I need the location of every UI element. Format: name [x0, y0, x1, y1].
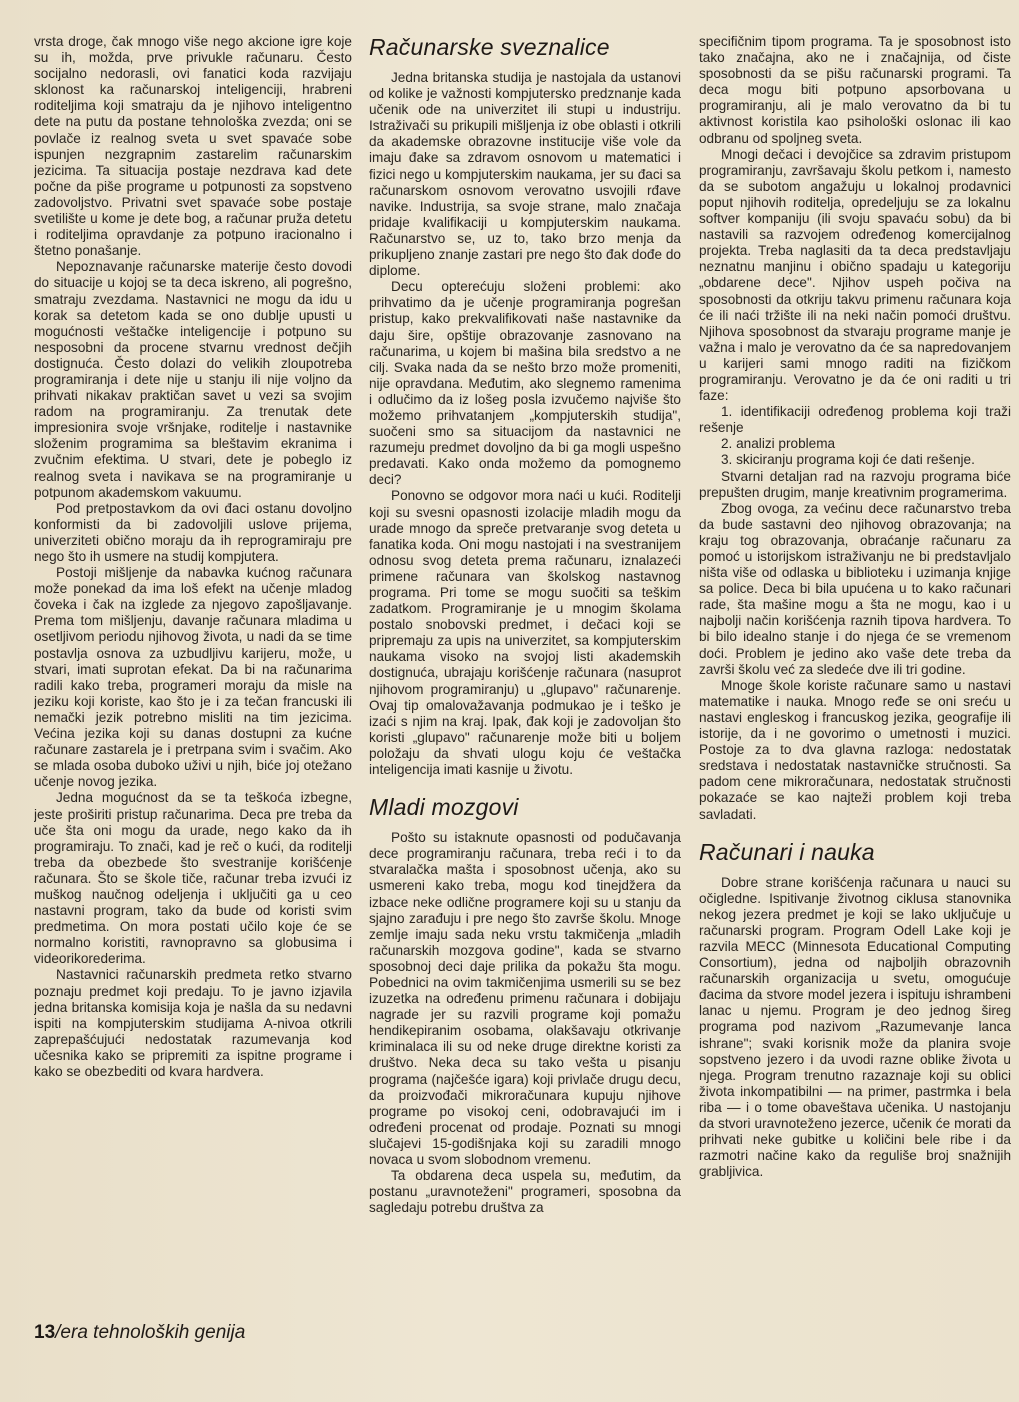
paragraph: Jedna mogućnost da se ta teškoća izbegne, jeste proširiti pristup računarima. Deca pre treba da uče šta oni mogu da urade, nego kako da ih programiraju. To znači, kad je reč o kući, da roditelji treba da obezbede što svestranije korišćenje računara. Što se škole tiče, računar treba izvući iz muškog naučnog odeljenja i uključiti ga u ceo nastavni program, tako da bude od koristi svim predmetima. On mora postati učilo koje će se normalno koristiti, ravnopravno sa globusima i videorikorederima. — [34, 790, 352, 967]
paragraph: Mnogi dečaci i devojčice sa zdravim pristupom programiranju, završavaju školu petkom i, namesto da se subotom angažuju u lokalnoj prodavnici poput njihovih roditelja, opredeljuju se za lokalnu softver kompaniju (ili svoju spavaću sobu) da bi nastavili sa razvojem određenog komercijalnog projekta. Treba naglasiti da ta deca predstavljaju neznatnu manjinu i obično spadaju u kategoriju „obdarene dece". Njihov uspeh počiva na sposobnosti da otkriju takvu primenu računara koja će ili naći tržište ili na neki način pomoći društvu. Njihova sposobnost da stvaraju programe manje je važna i malo je verovatno da će sa napredovanjem u karijeri sami mnogo raditi na fizičkom programiranju. Verovatno je da će oni raditi u tri faze: — [699, 146, 1011, 404]
paragraph: Pošto su istaknute opasnosti od podučavanja dece programiranju računara, treba reći i to da stvaralačka mašta i sposobnost učenja, ako su usmereni kako treba, mogu kod tinejdžera da izbace neke odlične programere koji su u stanju da sjajno zarađuju i pre nego što završe školu. Mnoge zemlje imaju sada neku vrstu takmičenja „mladih računarskih mozgova godine", kada se stvarno sposobnoj deci daje prilika da pokažu šta mogu. Pobednici na ovim takmičenjima usmerili su se bez izuzetka na određenu primenu računara i dobijaju nagrade jer su razvili programe koji pomažu hendikepiranim osobama, olakšavaju otkrivanje kriminalaca ili su od neke druge direktne koristi za društvo. Neka deca su tako vešta u pisanju programa (najčešće igara) koji privlače drugu decu, da proizvođači mikroračunara kupuju njihove programe po visokoj ceni, odobravajući im i određeni procenat od prodaje. Poznati su mnogi slučajevi 15-godišnjaka koji su zaradili mnogo novaca u svom slobodnom vremenu. — [369, 830, 681, 1167]
section-heading: Računari i nauka — [699, 838, 875, 865]
phase-list — [699, 404, 1011, 468]
footer-title: /era tehnoloških genija — [55, 1322, 246, 1343]
list-item: 2. analizi problema — [721, 436, 836, 452]
paragraph: Decu opterećuju složeni problemi: ako prihvatimo da je učenje programiranja pogrešan pristup, kako prekvalifikovati naše nastavnike da daju šire, opštije obrazovanje zasnovano na računarima, u kojem bi mašina bila sredstvo a ne cilj. Svaka nada da se nešto brzo može promeniti, nije opravdana. Međutim, ako slegnemo ramenima i odlučimo da iz lošeg posla izvučemo najviše što možemo prihvatanjem „kompjuterskih studija", suočeni smo sa situacijom da nastavnici ne razumeju predmet dovoljno da bi ga mogli uspešno predavati. Kako onda možemo da pomognemo deci? — [369, 279, 681, 488]
paragraph: Postoji mišljenje da nabavka kućnog računara može ponekad da ima loš efekt na učenje mladog čoveka i čak na izglede za njegovo zapošljavanje. Prema tom mišljenju, davanje računara mladima u osetljivom periodu njihovog života, u nadi da se time postavlja osnova za uzbudljivu karijeru, može, u stvari, imati suprotan efekat. Da bi na računarima radili kako treba, programeri moraju da misle na jeziku koji koriste, kao što je i za tečan francuski ili nemački jezik potrebno misliti na tim jezicima. Većina jezika koji su danas dostupni za kućne računare zastarela je i pretrpana svim i svačim. Ako se mlada osoba duboko uživi u njih, biće joj otežano učenje novog jezika. — [34, 565, 352, 790]
paragraph: Nastavnici računarskih predmeta retko stvarno poznaju predmet koji predaju. To je javno izjavila jedna britanska komisija koja je našla da su nedavni ispiti na kompjuterskim studijama A-nivoa otkrili zaprepašćujući nedostatak razumevanja kod učesnika kako se pripremiti za ispitne programe i kako se obezbediti od kvara hardvera. — [34, 967, 352, 1079]
paragraph: Dobre strane korišćenja računara u nauci su očigledne. Ispitivanje životnog ciklusa stanovnika nekog jezera predmet je koji se lako uključuje u računarski program. Program Odell Lake koji je razvila MECC (Minnesota Educational Computing Consortium), jedna od najboljih obrazovnih računarskih organizacija u svetu, omogućuje đacima da stvore model jezera i ispituju ishrambeni lanac u njemu. Program je deo jednog šireg programa pod nazivom „Razumevanje lanca ishrane"; svaki korisnik može da planira svoje sopstveno jezero i da uvodi razne oblike života u njega. Program trenutno razaznaje koji su oblici života inkompatibilni — na primer, pastrmka i bela riba — i o tome obaveštava učenika. U nastojanju da stvori uravnoteženo jezerce, učenik će morati da prihvati neke gubitke u količini bele ribe i da razmotri načine kako da reguliše broj snažnijih grabljivica. — [699, 874, 1011, 1180]
paragraph: Pod pretpostavkom da ovi đaci ostanu dovoljno konformisti da bi zadovoljili uslove prijema, univerziteti obično moraju da ih reprogramiraju pre nego što ih usmere na studij kompjutera. — [34, 500, 352, 564]
paragraph: Mnoge škole koriste računare samo u nastavi matematike i nauka. Mnogo ređe se oni sreću u nastavi engleskog i francuskog jezika, geografije ili istorije, da i ne govorimo o umetnosti i muzici. Postoje za to dva glavna razloga: nedostatak sredstava i nedostatak nastavničke stručnosti. Sa padom cene mikroračunara, nedostatak stručnosti pokazaće se kao najteži problem koji treba savladati. — [699, 677, 1011, 822]
article-column-left — [34, 34, 352, 1259]
list-item: 3. skiciranju programa koji će dati rešenje. — [721, 452, 975, 468]
page-footer — [34, 1322, 245, 1344]
page-number: 13 — [34, 1322, 56, 1343]
paragraph: Jedna britanska studija je nastojala da ustanovi od kolike je važnosti kompjutersko predznanje kada učenik ode na univerzitet ili stupi u industriju. Istraživači su prikupili mišljenja iz obe oblasti i otkrili da akademske obrazovne institucije više vole da imaju đake sa zdravom osnovom u matematici i fizici nego u kompjuterskim naukama, jer su đaci sa računarskom osnovom verovatno usvojili rđave navike. Industrija, sa svoje strane, malo značaja pridaje kvalifikaciji u kompjuterskim naukama. Računarstvo se, uz to, tako brzo menja da prikupljeno znanje zastari pre nego što đak dođe do diplome. — [369, 70, 681, 279]
paragraph: vrsta droge, čak mnogo više nego akcione igre koje su ih, možda, prve privukle računaru. Često socijalno nedorasli, ovi fanatici koda razvijaju sklonost ka računarskoj inteligenciji, hrabreni roditeljima koji smatraju da je njihovo inteligentno dete na putu da postane tehnološka zvezda; oni se povlače iz realnog sveta u svet spavaće sobe ispunjen nezgrapnim zastarelim računarskim jezicima. Ta situacija postaje nezdrava kad dete počne da piše programe u potpunosti za sopstveno zadovoljstvo. Privatni svet spavaće sobe postaje svetilište u kome je dete bog, a računar pruža detetu i roditeljima opravdanje za potpuno iracionalno i štetno ponašanje. — [34, 34, 352, 259]
section-heading: Računarske sveznalice — [369, 34, 610, 60]
paragraph: Zbog ovoga, za većinu dece računarstvo treba da bude sastavni deo njihovog obrazovanja; na kraju tog obrazovanja, obraćanje računaru za pomoć u istorijskom istraživanju ne bi predstavljalo ništa više od odlaska u biblioteku i uzimanja knjige sa police. Deca bi bila upućena u to kako računari rade, šta mašine mogu a šta ne mogu, kao i u najbolji način korišćenja raznih tipova hardvera. To bi bilo idealno stanje i do njega će se vremenom doći. Problem je jedino ako vaše dete treba da završi školu već za sledeće dve ili tri godine. — [699, 500, 1011, 677]
section-heading: Mladi mozgovi — [369, 794, 519, 821]
article-column-middle — [369, 34, 681, 1374]
paragraph: Ponovno se odgovor mora naći u kući. Roditelji koji su svesni opasnosti izolacije mladih mogu da urade mnogo da spreče pretvaranje svog deteta u fanatika koda. Oni mogu nastojati i na svestranijem odnosu svog deteta prema računaru, iznalazeći primene računara van školskog nastavnog programa. Pri tome se mogu suočiti sa teškim zadatkom. Programiranje je u mnogim školama postalo snobovski predmet, i dečaci koji se pripremaju za upis na univerzitet, sa kompjuterskim naukama visoko na svojoj listi akademskih dostignuća, ubrajaju korišćenje računara (nasuprot njihovom programiranju) u „glupavo" računarenje. Ovaj tip omalovažavanja podmukao je i teško je izaći s njim na kraj. Ipak, đak koji je zadovoljan što koristi „glupavo" računarenje može biti u boljem položaju da shvati ulogu koju će veštačka inteligencija imati kasnije u životu. — [369, 488, 681, 778]
paragraph: Ta obdarena deca uspela su, međutim, da postanu „uravnoteženi" programeri, sposobna da sagledaju potrebu društva za — [369, 1168, 681, 1216]
paragraph: specifičnim tipom programa. Ta je sposobnost isto tako značajna, ako ne i značajnija, od čiste sposobnosti da se pišu računarski programi. Ta deca mogu biti potpuno apsorbovana u programiranju, ali je malo verovatno da bi tu aktivnost koristila kao psihološki oslonac ili kao odbranu od spoljneg sveta. — [699, 34, 1011, 146]
list-item: 1. identifikaciji određenog problema koji traži rešenje — [699, 404, 1011, 436]
paragraph: Stvarni detaljan rad na razvoju programa biće prepušten drugim, manje kreativnim programerima. — [699, 468, 1011, 500]
paragraph: Nepoznavanje računarske materije često dovodi do situacije u kojoj se ta deca iskreno, ali pogrešno, smatraju zvezdama. Nastavnici ne mogu da idu u korak sa detetom kada se ono dublje upusti u mogućnosti veštačke inteligencije i potpuno su nesposobni da procene stvarnu vrednost dečjih dostignuća. Često dolazi do velikih zloupotreba programiranja i dete nije u stanju ili nije voljno da prihvati nikakav praktičan savet u vezi sa svojim radom na programiranju. Za trenutak dete impresionira svoje vršnjake, roditelje i nastavnike složenim programima sa bleštavim ekranima i zvučnim efektima. U stvari, dete je pobeglo iz realnog sveta i navikava se na programiranje u potpunom akademskom vakuumu. — [34, 259, 352, 500]
article-column-right — [699, 34, 1011, 1386]
